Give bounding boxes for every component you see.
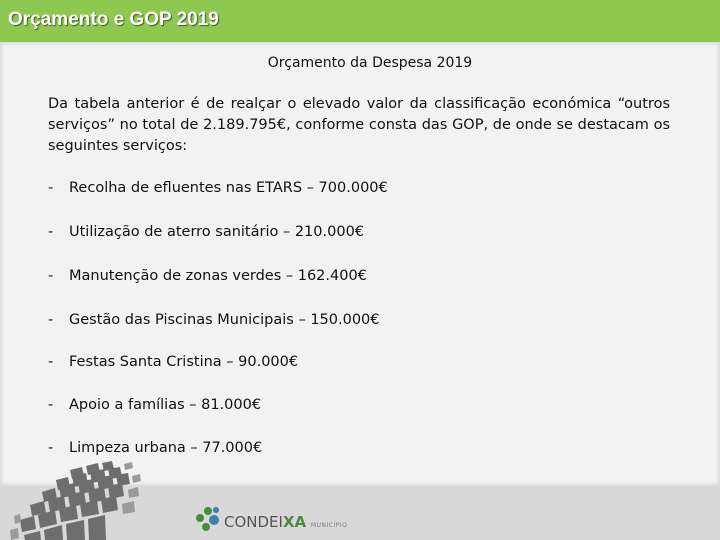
bullet-dash: - <box>48 440 54 456</box>
list-item-text: Festas Santa Cristina – 90.000€ <box>69 354 299 370</box>
list-item <box>48 268 648 284</box>
logo-name-b: XA <box>282 513 307 531</box>
bullet-dash: - <box>48 354 54 370</box>
list-item-text: Utilização de aterro sanitário – 210.000€ <box>69 224 365 240</box>
list-item <box>48 224 648 240</box>
bullet-dash: - <box>48 268 54 284</box>
bullet-dash: - <box>48 180 54 196</box>
intro-paragraph: Da tabela anterior é de realçar o elevado valor da classificação económica “outros serviços” no total de 2.189.795€, conforme consta das GOP, de onde se destacam os seguintes serviços: <box>48 96 670 154</box>
list-item <box>48 180 648 196</box>
bullet-dash: - <box>48 397 54 413</box>
list-item <box>48 354 648 370</box>
mosaic-decoration <box>0 440 200 540</box>
list-item-text: Manutenção de zonas verdes – 162.400€ <box>69 268 367 284</box>
header-bar <box>0 0 720 42</box>
list-item <box>48 397 648 413</box>
logo-subtitle: MUNICÍPIO <box>310 522 348 529</box>
list-item-text: Recolha de efluentes nas ETARS – 700.000€ <box>69 180 388 196</box>
list-item-text: Apoio a famílias – 81.000€ <box>69 397 262 413</box>
slide-title: Orçamento e GOP 2019 <box>8 9 219 30</box>
document-title: Orçamento da Despesa 2019 <box>267 55 473 71</box>
list-item-text: Limpeza urbana – 77.000€ <box>69 440 263 456</box>
bullet-dash: - <box>48 224 54 240</box>
logo-name-a: CONDEI <box>224 513 283 531</box>
bullet-dash: - <box>48 312 54 328</box>
list-item <box>48 312 648 328</box>
list-item-text: Gestão das Piscinas Municipais – 150.000€ <box>69 312 380 328</box>
municipality-logo-text <box>224 513 347 531</box>
